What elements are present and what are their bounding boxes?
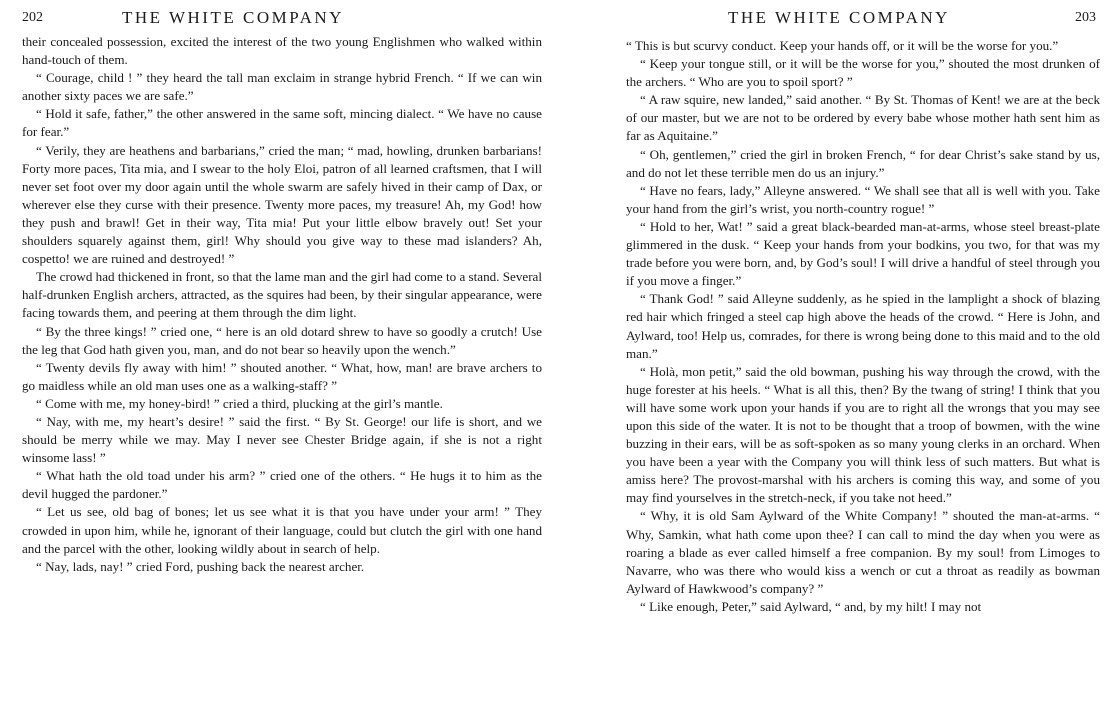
paragraph: “ Hold it safe, father,” the other answered in the same soft, mincing dialect. “ We have no cause for fear.” [22,106,542,140]
paragraph: “ Keep your tongue still, or it will be the worse for you,” shouted the most drunken of the archers. “ Who are you to spoil sport? ” [626,56,1100,90]
left-page-body [22,33,542,576]
paragraph: “ A raw squire, new landed,” said another. “ By St. Thomas of Kent! we are at the beck of our master, but we are not to be ordered by every babe whose mother hath sent him as far as Aquitaine.” [626,92,1100,144]
paragraph: “ Like enough, Peter,” said Aylward, “ and, by my hilt! I may not [640,598,982,614]
paragraph: “ This is but scurvy conduct. Keep your hands off, or it will be the worse for you.” [626,38,1059,53]
paragraph: “ Hold to her, Wat! ” said a great black-bearded man-at-arms, whose steel breast-plate glimmered in the dusk. “ Keep your hands from your bodkins, you two, for that was my trade before you were born, and, by God’s soul! I will drive a handful of steel through you if you move a finger.” [626,218,1100,289]
paragraph: “ By the three kings! ” cried one, “ here is an old dotard shrew to have so goodly a crutch! Use the leg that God hath given you, man, and do not bear so heavily upon the wench.” [22,323,542,357]
paragraph: “ Verily, they are heathens and barbarians,” cried the man; “ mad, howling, drunken barbarians! Forty more paces, Tita mia, and I swear to the holy Eloi, patron of all learned craftsmen, that I will never set foot over my door again until the whole swarm are safely hived in their camp of Dax, or wherever else they curse with their presence. Twenty more paces, my treasure! Ah, my God! how they push and brawl! Get in their way, Tita mia! Put your little elbow bravely out! Set your shoulders squarely against them, girl! Why should you give way to these mad islanders? Ah, cospetto! we are ruined and destroyed! ” [22,142,542,267]
paragraph: “ Holà, mon petit,” said the old bowman, pushing his way through the crowd, with the huge forester at his heels. “ What is all this, then? By the twang of string! I think that you will have some work upon your hands if you are to right all the wrongs that you may see upon this side of the water. It is not to be thought that a troop of bowmen, with the wine buzzing in their ears, will be as soft-spoken as so many young clerks in an orchard. When you have been a year with the Company you will think less of such matters. But what is amiss here? The provost-marshal with his archers is coming this way, and some of you may find yourselves in the stretch-neck, if you take not heed.” [626,363,1100,506]
paragraph: “ What hath the old toad under his arm? ” cried one of the others. “ He hugs it to him as the devil hugged the pardoner.” [22,468,542,502]
paragraph: “ Courage, child ! ” they heard the tall man exclaim in strange hybrid French. “ If we can win another sixty paces we are safe.” [22,70,542,104]
right-page [568,0,1100,723]
left-page [22,0,542,723]
right-page-header [568,8,1096,30]
paragraph: “ Why, it is old Sam Aylward of the White Company! ” shouted the man-at-arms. “ Why, Samkin, what hath come upon thee? I can call to mind the day when you were as roaring a blade as ever called himself a free companion. By my soul! from Limoges to Navarre, who was there who would kiss a wench or cut a throat as readily as bowman Aylward of Hawkwood’s company? ” [626,508,1100,596]
right-page-body [626,37,1100,616]
paragraph: “ Oh, gentlemen,” cried the girl in broken French, “ for dear Christ’s sake stand by us, and do not let these terrible men do us an injury.” [626,146,1100,180]
paragraph: “ Come with me, my honey-bird! ” cried a third, plucking at the girl’s mantle. [36,395,443,411]
paragraph: “ Nay, lads, nay! ” cried Ford, pushing back the nearest archer. [36,558,365,574]
paragraph: “ Twenty devils fly away with him! ” shouted another. “ What, how, man! are brave archers to go maidless while an old man uses one as a walking-staff? ” [22,359,542,393]
paragraph: “ Nay, with me, my heart’s desire! ” said the first. “ By St. George! our life is short, and we should be merry while we may. May I never see Chester Bridge again, if she is not a right winsome lass! ” [22,413,542,466]
paragraph: The crowd had thickened in front, so that the lame man and the girl had come to a stand. Several half-drunken English archers, attracted, as the squires had been, by their singular appearance, were facing towards them, and peering at them through the dim light. [22,269,542,321]
page-number: 202 [22,10,43,25]
left-page-header [22,8,542,30]
running-head: THE WHITE COMPANY [122,8,344,27]
paragraph: “ Have no fears, lady,” Alleyne answered. “ We shall see that all is well with you. Take your hand from the girl’s wrist, you north-country rogue! ” [626,182,1100,216]
page-number: 203 [1075,10,1096,25]
running-head: THE WHITE COMPANY [728,8,950,27]
paragraph: “ Thank God! ” said Alleyne suddenly, as he spied in the lamplight a shock of blazing red hair which fringed a steel cap high above the heads of the crowd. “ Here is John, and Aylward, too! Help us, comrades, for there is wrong being done to this maid and to the old man.” [626,291,1100,361]
paragraph: their concealed possession, excited the interest of the two young Englishmen who walked within hand-touch of them. [22,34,542,68]
paragraph: “ Let us see, old bag of bones; let us see what it is that you have under your arm! ” They crowded in upon him, while he, ignorant of their language, could but clutch the girl with one hand and the parcel with the other, looking wildly about in search of help. [22,504,542,556]
